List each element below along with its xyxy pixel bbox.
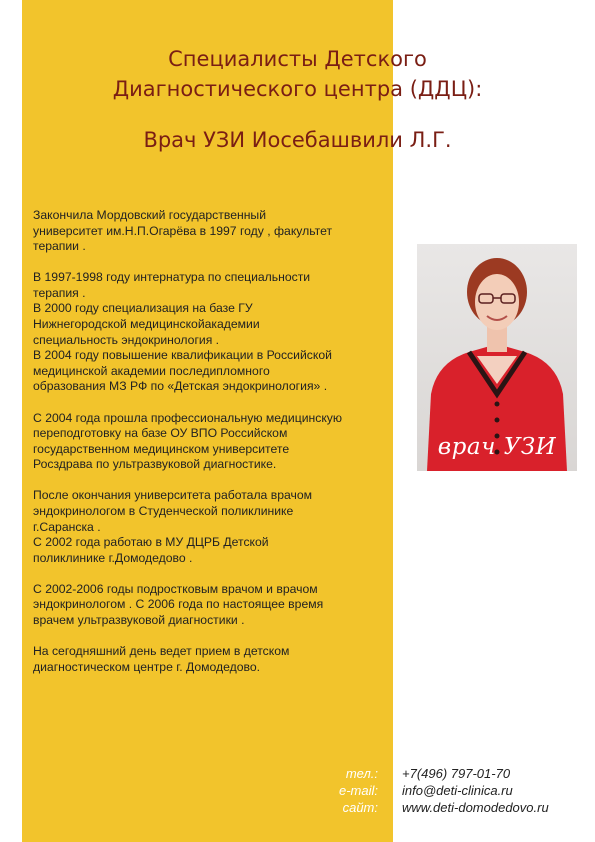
title-line-1: Специалисты Детского (168, 47, 427, 71)
bio-line: С 2002-2006 годы подростковым врачом и врачом (33, 581, 318, 596)
page-title (0, 44, 595, 155)
bio-line: эндокринологом . С 2006 года по настоящее время (33, 597, 324, 612)
bio-paragraph (33, 488, 389, 566)
bio-paragraph (33, 270, 389, 395)
bio-line: университет им.Н.П.Огарёва в 1997 году , факультет (33, 223, 333, 238)
contact-values (402, 765, 592, 816)
bio-line: специальность эндокринология . (33, 332, 220, 347)
phone-label: тел.: (345, 766, 378, 781)
bio-line: С 2004 года прошла профессиональную медицинскую (33, 410, 343, 425)
doctor-photo (417, 244, 577, 471)
bio-line: образования МЗ РФ по «Детская эндокринология» . (33, 379, 328, 394)
bio-line: В 1997-1998 году интернатура по специальности (33, 270, 311, 285)
bio-line: В 2004 году повышение квалификации в Российской (33, 348, 332, 363)
bio-line: В 2000 году специализация на базе ГУ (33, 301, 253, 316)
website-link[interactable]: www.deti-domodedovo.ru (402, 800, 549, 815)
contact-labels (318, 765, 378, 816)
email-label: e-mail: (338, 783, 378, 798)
bio-paragraph (33, 411, 389, 473)
doctor-biography (33, 208, 389, 691)
bio-line: г.Саранска . (33, 519, 101, 534)
bio-line: терапии . (33, 239, 86, 254)
bio-line: эндокринологом в Студенческой поликлинике (33, 504, 294, 518)
bio-line: С 2002 года работаю в МУ ДЦРБ Детской (33, 535, 269, 550)
email-address[interactable]: info@deti-clinica.ru (402, 783, 513, 798)
bio-line: диагностическом центре г. Домодедово. (33, 659, 261, 674)
bio-line: Росздрава по ультразвуковой диагностике. (33, 457, 277, 472)
bio-paragraph (33, 644, 389, 675)
bio-line: На сегодняшний день ведет прием в детском (33, 644, 290, 659)
photo-caption: врач УЗИ (437, 434, 557, 460)
bio-line: врачем ультразвуковой диагностики . (33, 613, 245, 628)
bio-paragraph (33, 582, 389, 629)
site-label: сайт: (342, 800, 378, 815)
bio-line: поликлинике г.Домодедово . (33, 550, 193, 565)
bio-line: медицинской академии последипломного (33, 363, 270, 378)
bio-line: государственном медицинском университете (33, 441, 290, 456)
bio-line: переподготовку на базе ОУ ВПО Российском (33, 426, 288, 441)
bio-line: терапия . (33, 285, 86, 300)
phone-number[interactable]: +7(496) 797-01-70 (402, 766, 511, 781)
bio-line: Закончила Мордовский государственный (33, 208, 266, 222)
bio-line: Нижнегородской медицинскойакадемии (33, 317, 260, 332)
doctor-name: Врач УЗИ Иосебашвили Л.Г. (143, 128, 452, 152)
bio-paragraph (33, 208, 389, 255)
title-line-2: Диагностического центра (ДДЦ): (112, 77, 483, 101)
bio-line: После окончания университета работала врачом (33, 488, 312, 503)
